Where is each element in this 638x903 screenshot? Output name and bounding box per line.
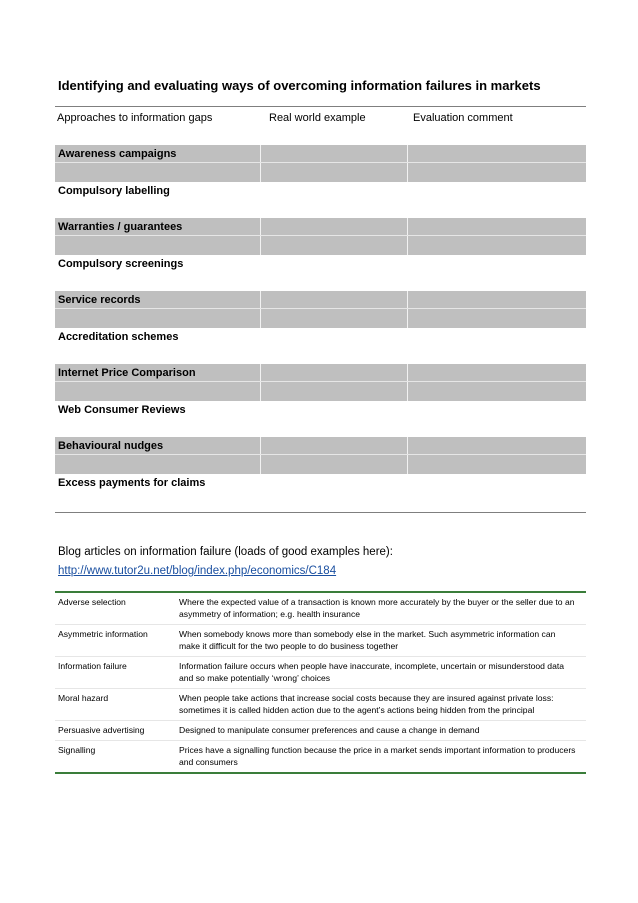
- table-row: [55, 437, 586, 474]
- glossary-row: [55, 689, 586, 721]
- column-divider: [407, 218, 408, 255]
- approach-label: Web Consumer Reviews: [58, 403, 186, 416]
- table-row: [55, 474, 586, 511]
- row-divider: [55, 235, 586, 236]
- glossary-definition: Where the expected value of a transaction is known more accurately by the buyer or the seller due to an asymmetry of information; e.g. health insurance: [179, 597, 575, 619]
- glossary-row: [55, 625, 586, 657]
- approach-label: Compulsory labelling: [58, 184, 170, 197]
- glossary-row: [55, 593, 586, 625]
- glossary-definition: Information failure occurs when people have inaccurate, incomplete, uncertain or misunderstood data and so make potentially ‘wrong’ choices: [179, 661, 565, 683]
- header-real-world-example: Real world example: [269, 112, 366, 124]
- row-divider: [55, 381, 586, 382]
- column-divider: [260, 291, 261, 328]
- table-body: [55, 145, 586, 510]
- row-divider: [55, 308, 586, 309]
- approaches-table: [55, 106, 586, 510]
- blog-link[interactable]: http://www.tutor2u.net/blog/index.php/economics/C184: [58, 565, 337, 577]
- header-evaluation-comment: Evaluation comment: [413, 112, 513, 124]
- blog-section: [58, 543, 393, 581]
- table-bottom-divider: [55, 512, 586, 513]
- approach-label: Compulsory screenings: [58, 257, 184, 270]
- approach-label: Accreditation schemes: [58, 330, 179, 343]
- table-row: [55, 401, 586, 438]
- approach-label: Service records: [58, 294, 141, 306]
- table-row: [55, 255, 586, 292]
- row-divider: [55, 454, 586, 455]
- glossary-table: [55, 591, 586, 774]
- glossary-row: [55, 657, 586, 689]
- approach-label: Awareness campaigns: [58, 148, 177, 160]
- column-divider: [407, 437, 408, 474]
- table-row: [55, 291, 586, 328]
- glossary-row: [55, 721, 586, 741]
- glossary-row: [55, 741, 586, 772]
- approach-label: Behavioural nudges: [58, 440, 164, 452]
- glossary-term: Asymmetric information: [58, 629, 148, 639]
- column-divider: [260, 437, 261, 474]
- glossary-definition: Designed to manipulate consumer preferences and cause a change in demand: [179, 725, 480, 735]
- table-row: [55, 328, 586, 365]
- column-divider: [260, 218, 261, 255]
- column-divider: [407, 291, 408, 328]
- blog-intro: Blog articles on information failure (loads of good examples here):: [58, 546, 393, 558]
- column-divider: [260, 364, 261, 401]
- page-title: Identifying and evaluating ways of overcoming information failures in markets: [58, 78, 541, 93]
- glossary-term: Persuasive advertising: [58, 725, 145, 735]
- glossary-term: Signalling: [58, 745, 96, 755]
- glossary-term: Moral hazard: [58, 693, 109, 703]
- row-divider: [55, 162, 586, 163]
- glossary-definition: Prices have a signalling function because the price in a market sends important information to producers and consumers: [179, 745, 576, 767]
- approach-label: Warranties / guarantees: [58, 221, 183, 233]
- glossary-term: Information failure: [58, 661, 127, 671]
- table-row: [55, 182, 586, 219]
- approach-label: Internet Price Comparison: [58, 367, 196, 379]
- approach-label: Excess payments for claims: [58, 476, 206, 489]
- table-row: [55, 364, 586, 401]
- table-row: [55, 145, 586, 182]
- table-header: [55, 106, 586, 145]
- glossary-term: Adverse selection: [58, 597, 126, 607]
- column-divider: [260, 145, 261, 182]
- column-divider: [407, 145, 408, 182]
- glossary-definition: When people take actions that increase social costs because they are insured against private loss: sometimes it is called hidden action due to the agent’s actions being hidden from the principal: [179, 693, 554, 715]
- column-divider: [407, 364, 408, 401]
- glossary-definition: When somebody knows more than somebody else in the market. Such asymmetric information can make it difficult for the two people to do business together: [179, 629, 556, 651]
- header-approaches: Approaches to information gaps: [57, 112, 213, 124]
- table-row: [55, 218, 586, 255]
